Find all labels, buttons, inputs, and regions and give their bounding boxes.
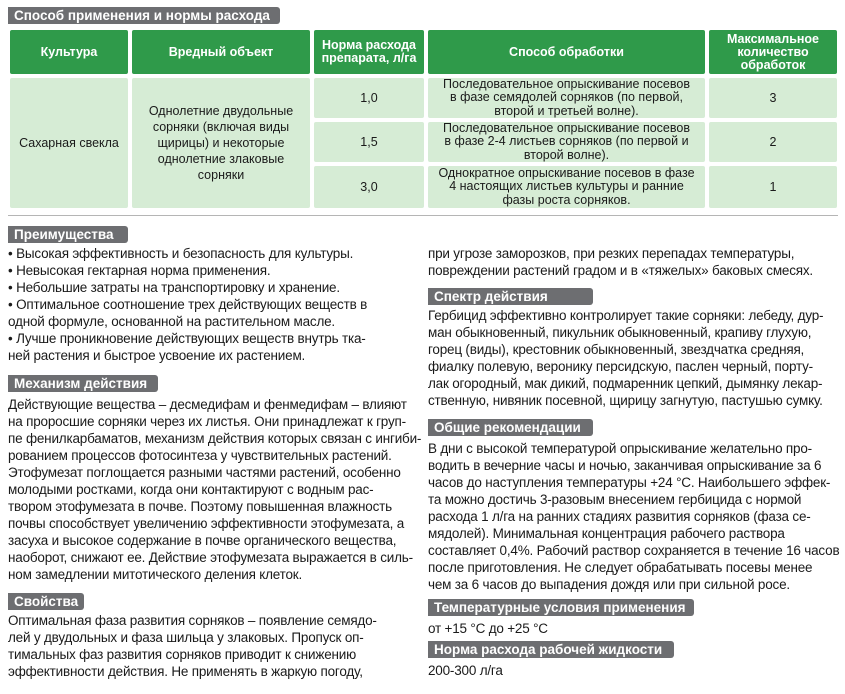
- section-title-spectrum: Спектр действия: [428, 288, 593, 305]
- text-line: та можно достичь 3-разовым внесением гербицида с нормой: [428, 492, 802, 507]
- text-line: ней растения и быстрое усвоение их растением.: [8, 348, 306, 363]
- text-line: В дни с высокой температурой опрыскивание желательно про-: [428, 441, 812, 456]
- column-header-max: [709, 30, 837, 74]
- pest-line: сорняки (включая виды: [152, 120, 290, 134]
- method-line: Однократное опрыскивание посевов в фазе: [438, 165, 695, 180]
- recommendations-text: [428, 440, 838, 593]
- spectrum-text: [428, 307, 838, 409]
- section-title-working-fluid: Норма расхода рабочей жидкости: [428, 641, 674, 658]
- cell-max: 3: [709, 78, 837, 118]
- cell-pest: [132, 78, 310, 208]
- text-line: Оптимальная фаза развития сорняков – появление семядо-: [8, 613, 377, 628]
- text-line: Гербицид эффективно контролирует такие сорняки: лебеду, дур-: [428, 308, 824, 323]
- text-line: • Небольшие затраты на транспортировку и хранение.: [8, 280, 340, 295]
- text-line: на проросшие сорняки через их листья. Они принадлежат к груп-: [8, 414, 406, 429]
- method-line: второй волне).: [523, 147, 610, 162]
- working-fluid-value: 200-300 л/га: [428, 663, 503, 678]
- text-line: повреждении растений градом и в «тяжелых» баковых смесях.: [428, 263, 813, 278]
- column-header-method: Способ обработки: [428, 30, 705, 74]
- text-line: ственную, нивяник посевной, щирицу загнутую, пастушью сумку.: [428, 393, 823, 408]
- text-line: ман обыкновенный, пикульник обыкновенный, крапиву глухую,: [428, 325, 812, 340]
- text-line: твором этофумезата в почве. Поэтому повышенная влажность: [8, 499, 392, 514]
- method-line: второй и третьей волне).: [494, 103, 639, 118]
- method-line: в фазе 2-4 листьев сорняков (по первой и: [444, 134, 689, 149]
- advantages-text: [8, 245, 410, 364]
- cell-rate: 3,0: [314, 166, 424, 208]
- text-line: одной формуле, основанной на растительном масле.: [8, 314, 335, 329]
- pest-line: однолетние злаковые: [157, 152, 285, 166]
- text-line: пе фенилкарбаматов, механизм действия которых связан с ингиби-: [8, 431, 422, 446]
- text-line: составляет 0,4%. Рабочий раствор сохраняется в течение 16 часов: [428, 543, 840, 558]
- text-line: тимальных фаз развития сорняков приводит к снижению: [8, 647, 357, 662]
- text-line: засуха и высокое содержание в почве органического вещества,: [8, 533, 397, 548]
- pest-line: Однолетние двудольные: [148, 104, 294, 118]
- cell-rate: 1,5: [314, 122, 424, 162]
- section-title-recommendations: Общие рекомендации: [428, 419, 593, 436]
- section-title-advantages: Преимущества: [8, 226, 128, 243]
- text-line: • Невысокая гектарная норма применения.: [8, 263, 271, 278]
- text-line: • Оптимальное соотношение трех действующих веществ в: [8, 297, 368, 312]
- pest-line: сорняки: [197, 168, 245, 182]
- cell-method: [428, 122, 705, 162]
- text-line: Этофумезат поглощается разными частями растений, особенно: [8, 465, 401, 480]
- text-line: расхода 1 л/га на ранних стадиях развития сорняков (фаза се-: [428, 509, 811, 524]
- text-line: лей у двудольных и фаза шильца у злаковых. Пропуск оп-: [8, 630, 364, 645]
- method-line: Последовательное опрыскивание посевов: [443, 76, 690, 91]
- table-bottom-rule: [8, 215, 838, 216]
- max-header-line: количество: [737, 44, 809, 59]
- method-line: в фазе семядолей сорняков (по первой,: [449, 90, 684, 105]
- section-title-temperature: Температурные условия применения: [428, 599, 694, 616]
- properties-continued-text: [428, 245, 838, 279]
- cell-crop: Сахарная свекла: [10, 78, 128, 208]
- text-line: наоборот, снижают ее. Действие этофумезата выражается в силь-: [8, 550, 413, 565]
- cell-max: 1: [709, 166, 837, 208]
- text-line: при угрозе заморозков, при резких перепадах температуры,: [428, 246, 795, 261]
- section-title-properties: Свойства: [8, 593, 84, 610]
- text-line: рованием процессов фотосинтеза у чувствительных растений.: [8, 448, 392, 463]
- section-title-mechanism: Механизм действия: [8, 375, 158, 392]
- text-line: почвы способствует увеличению эффективности этофумезата, а: [8, 516, 405, 531]
- mechanism-text: [8, 396, 422, 583]
- max-header-line: Максимальное: [726, 31, 820, 46]
- text-line: водить в вечерние часы и ночью, заканчивая опрыскивание за 6: [428, 458, 822, 473]
- text-line: эффективности действия. Не применять в жаркую погоду,: [8, 664, 363, 679]
- text-line: молодыми ростками, когда они контактируют с водным рас-: [8, 482, 374, 497]
- max-header-line: обработок: [740, 57, 806, 72]
- cell-method: [428, 78, 705, 118]
- method-line: фазы роста сорняков.: [502, 192, 631, 207]
- cell-max: 2: [709, 122, 837, 162]
- text-line: • Лучше проникновение действующих веществ внутрь тка-: [8, 331, 366, 346]
- text-line: горец (виды), крестовник обыкновенный, звездчатка средняя,: [428, 342, 805, 357]
- cell-rate: 1,0: [314, 78, 424, 118]
- column-header-rate: [314, 30, 424, 74]
- properties-text: [8, 612, 410, 680]
- text-line: • Высокая эффективность и безопасность для культуры.: [8, 246, 354, 261]
- cell-method: [428, 166, 705, 208]
- text-line: чем за 6 часов до выпадения дождя или при сильной росе.: [428, 577, 790, 592]
- column-header-pest: Вредный объект: [132, 30, 310, 74]
- rate-header-line: препарата, л/га: [321, 51, 417, 65]
- method-line: 4 настоящих листьев культуры и ранние: [449, 179, 684, 194]
- text-line: мядолей). Минимальная концентрация рабочего раствора: [428, 526, 785, 541]
- text-line: ном замедлении митотического деления клеток.: [8, 567, 303, 582]
- text-line: после приготовления. Не следует обрабатывать посевы менее: [428, 560, 813, 575]
- method-line: Последовательное опрыскивание посевов: [443, 120, 690, 135]
- text-line: часов до наступления температуры +24 °С. Наибольшего эффек-: [428, 475, 831, 490]
- temperature-value: от +15 °С до +25 °С: [428, 621, 548, 636]
- text-line: Действующие вещества – десмедифам и фенмедифам – влияют: [8, 397, 407, 412]
- column-header-crop: Культура: [10, 30, 128, 74]
- pest-line: щирицы) и некоторые: [157, 136, 285, 150]
- section-title-application: Способ применения и нормы расхода: [8, 7, 280, 24]
- text-line: фиалку полевую, веронику персидскую, паслен черный, порту-: [428, 359, 813, 374]
- text-line: лак огородный, мак дикий, подмаренник цепкий, дымянку лекар-: [428, 376, 823, 391]
- rate-header-line: Норма расхода: [321, 38, 416, 52]
